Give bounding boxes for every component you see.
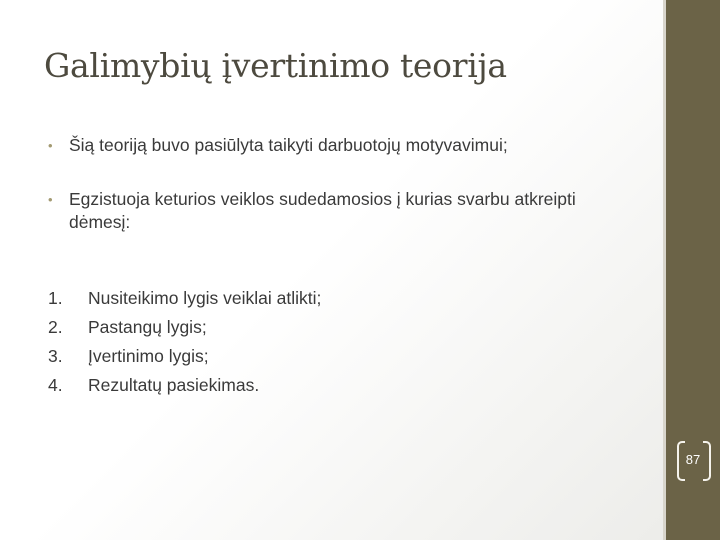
slide-title: Galimybių įvertinimo teorija xyxy=(44,46,507,85)
bullet-list xyxy=(48,134,638,265)
bullet-item xyxy=(48,188,638,234)
item-text: Nusiteikimo lygis veiklai atlikti; xyxy=(88,288,322,308)
item-text: Pastangų lygis; xyxy=(88,317,207,337)
item-number: 1. xyxy=(48,288,63,308)
bullet-dot-icon: • xyxy=(48,138,53,153)
bullet-text: Egzistuoja keturios veiklos sudedamosios į kurias svarbu atkreipti dėmesį: xyxy=(69,189,576,232)
item-number: 3. xyxy=(48,346,63,366)
item-number: 4. xyxy=(48,375,63,395)
bullet-text: Šią teoriją buvo pasiūlyta taikyti darbuotojų motyvavimui; xyxy=(69,135,508,155)
page-number-bracket-right xyxy=(703,441,711,481)
item-number: 2. xyxy=(48,317,63,337)
page-number: 87 xyxy=(685,452,701,467)
bullet-item xyxy=(48,134,638,157)
item-text: Rezultatų pasiekimas. xyxy=(88,375,260,395)
item-text: Įvertinimo lygis; xyxy=(88,346,209,366)
bullet-dot-icon: • xyxy=(48,192,53,207)
